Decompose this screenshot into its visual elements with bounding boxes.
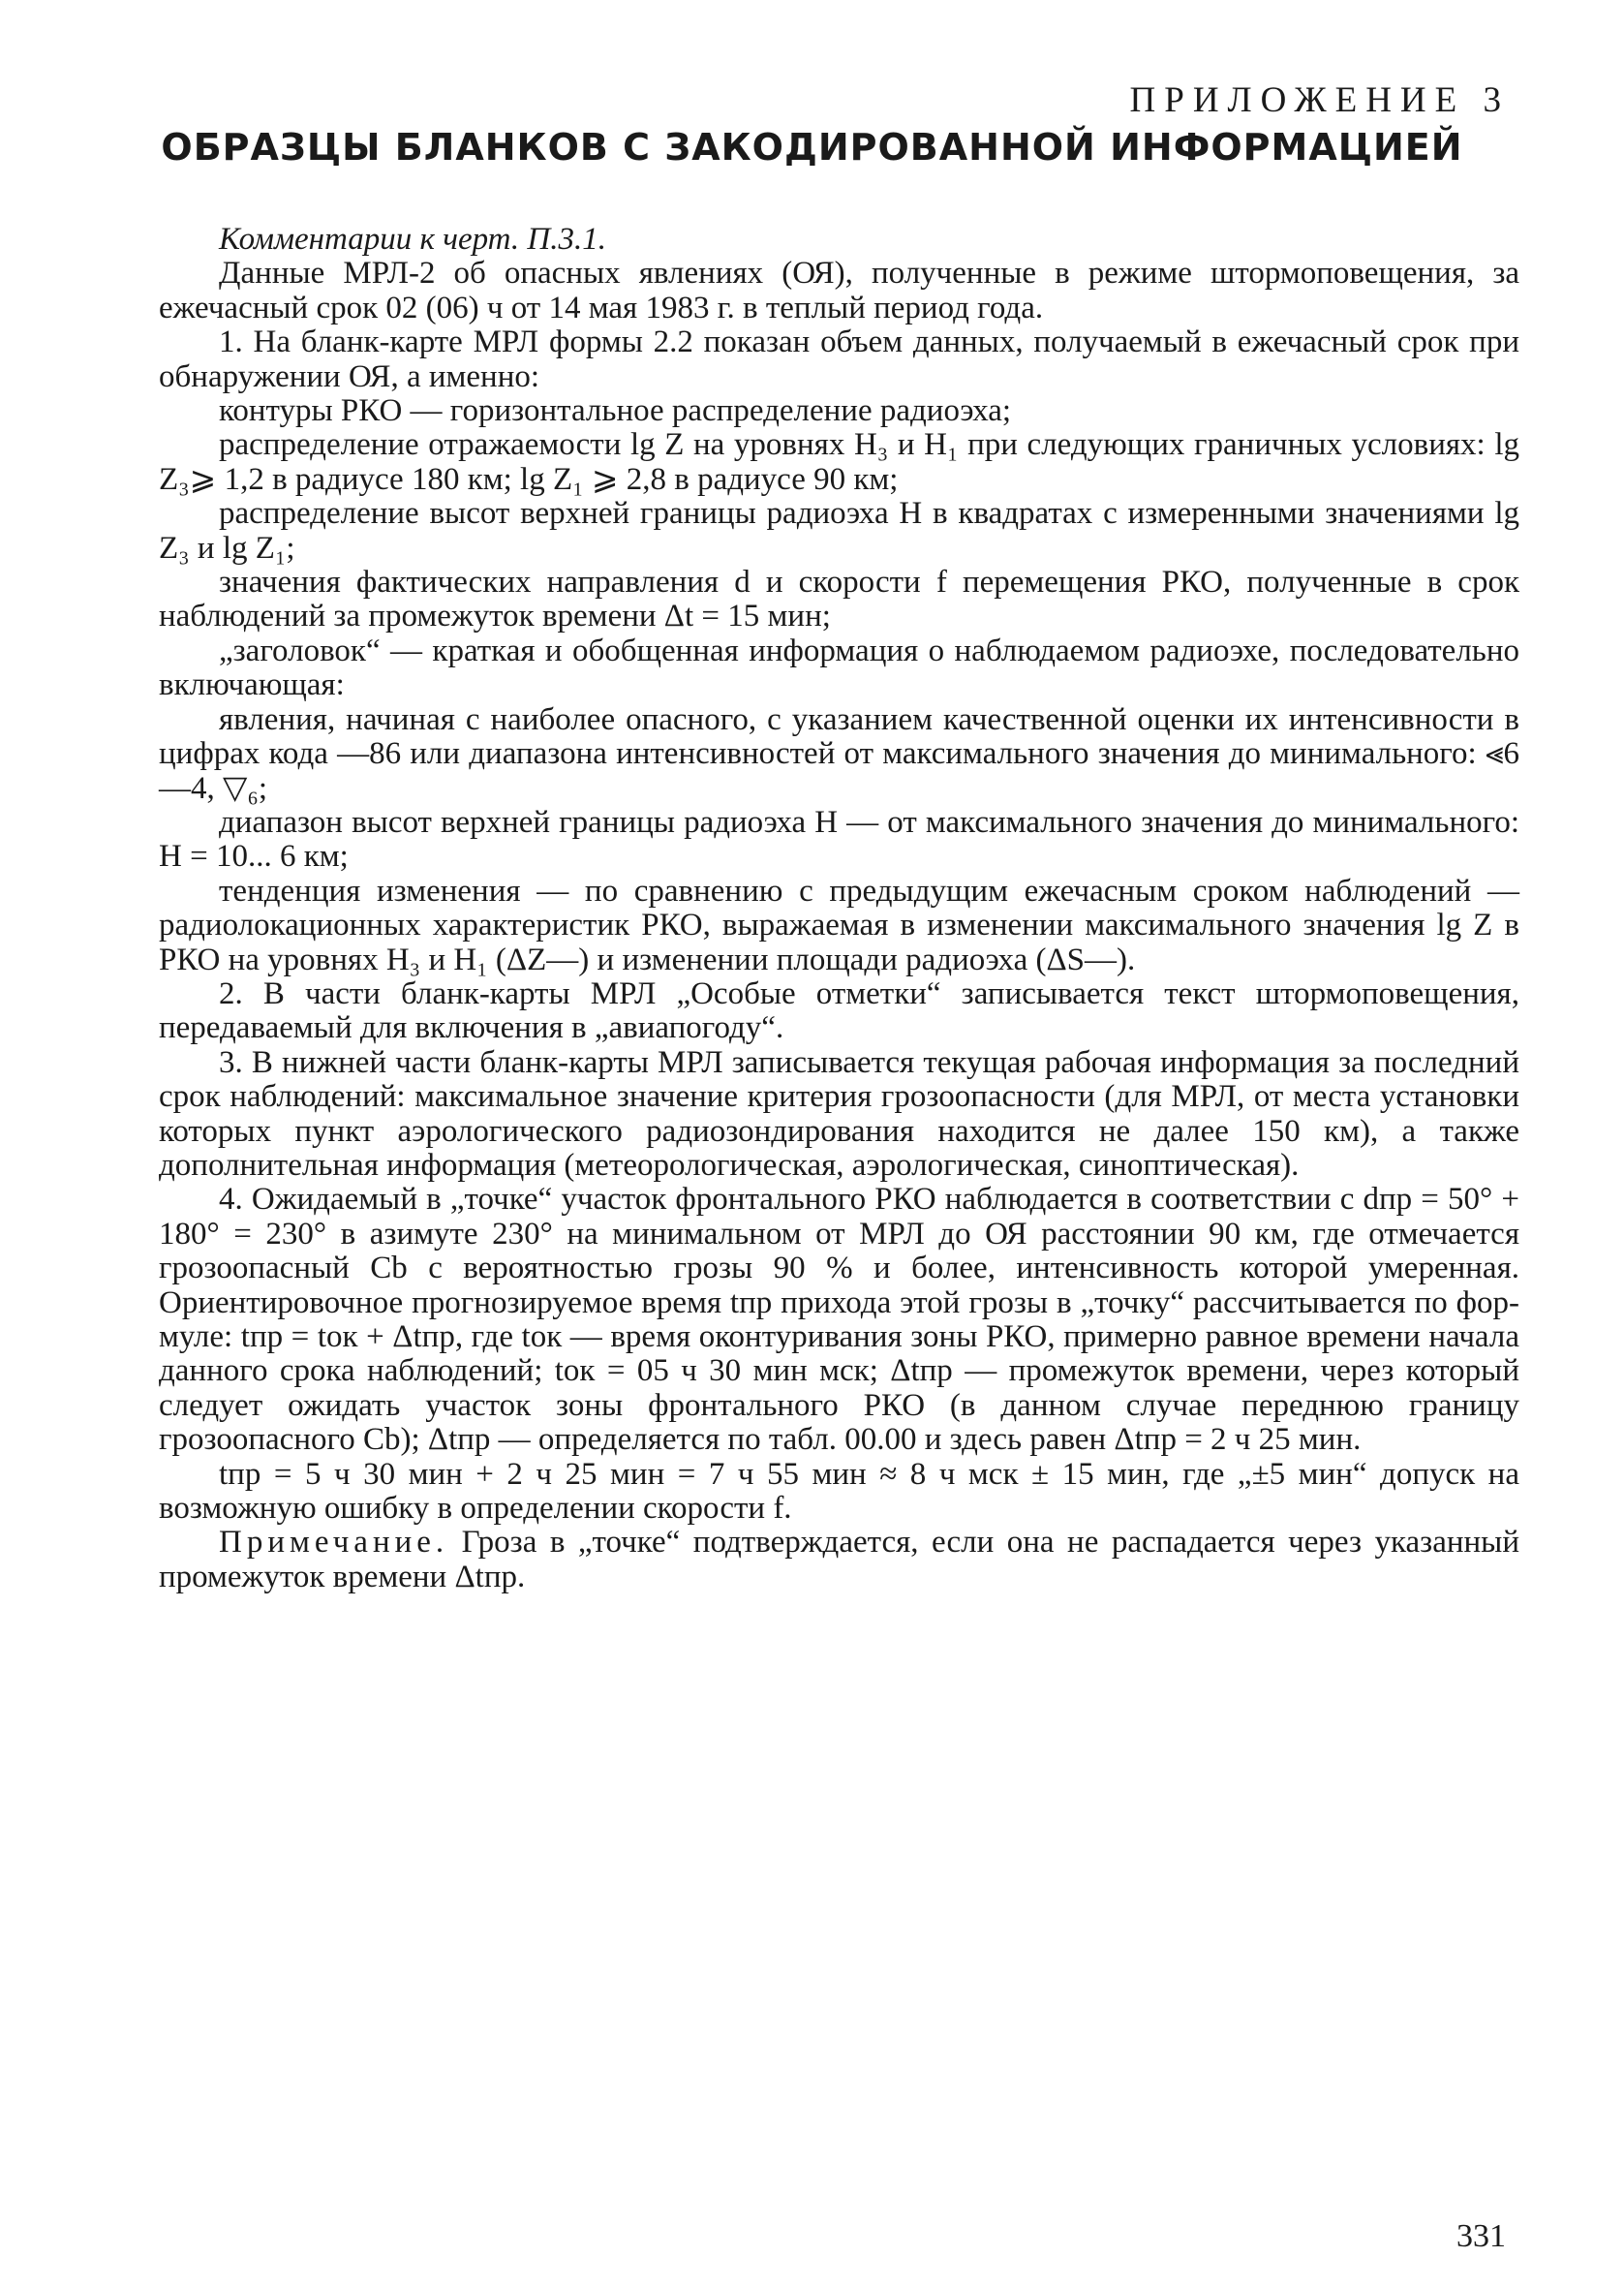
paragraph-tendency: тенденция изменения — по сравнению с предыдущим ежечасным сроком наблюдений — радиолокационных характеристик РКО, выражаемая в изменении максимального значения lg Z в РКО на уровнях H₃ и H₁ (ΔZ—) и изменении площади радиоэха (ΔS—). <box>159 873 1519 977</box>
note-label: Примечание. <box>219 1525 449 1561</box>
page-title: ОБРАЗЦЫ БЛАНКОВ С ЗАКОДИРОВАННОЙ ИНФОРМАЦИЕЙ <box>161 126 1463 169</box>
paragraph-header-info: „заголовок“ — краткая и обобщенная информация о наблюдаемом радиоэхе, последовательно включающая: <box>159 633 1519 703</box>
paragraph-2: 2. В части бланк-карты МРЛ „Особые отметки“ записывается текст штормоповещения, передаваемый для включения в „авиапогоду“. <box>159 975 1519 1046</box>
paragraph-calculation: tпр = 5 ч 30 мин + 2 ч 25 мин = 7 ч 55 мин ≈ 8 ч мск ± 15 мин, где „±5 мин“ допуск на возможную ошибку в определении скорости f. <box>159 1456 1519 1527</box>
body-text <box>159 223 1519 1594</box>
paragraph-3: 3. В нижней части бланк-карты МРЛ записывается текущая рабочая информация за последний срок наблюдений: максимальное значение критерия грозоопасности (для МРЛ, от места установки которых пункт аэрологического радиозондирования находится не далее 150 км), а также дополнительная информация (метеорологическая, аэрологическая, синоптическая). <box>159 1044 1519 1183</box>
paragraph-4: 4. Ожидаемый в „точке“ участок фронтального РКО наблюдается в соответствии с dпр = 50° + 180° = 230° в азимуте 230° на минимальном от МРЛ до ОЯ расстоянии 90 км, где отмечается грозоопасный Cb с вероятностью грозы 90 % и более, интенсивность которой умеренная. Ориентировочное прогнозируемое время tпр прихода этой грозы в „точку“ рассчитывается по формуле: tпр = tок + Δtпр, где tок — время оконтуривания зоны РКО, примерно равное времени начала данного срока наблюдений; tок = 05 ч 30 мин мск; Δtпр — промежуток времени, через который следует ожидать участок зоны фронтального РКО (в данном случае переднюю границу грозоопасного Cb); Δtпр — определяется по табл. 00.00 и здесь равен Δtпр = 2 ч 25 мин. <box>159 1182 1519 1458</box>
paragraph-height-range: диапазон высот верхней границы радиоэха H — от максимального значения до минимального: H = 10... 6 км; <box>159 804 1519 875</box>
note-text: Гроза в „точке“ подтверждается, если она не распадается через указанный промежуток времени Δtпр. <box>159 1525 1519 1594</box>
paragraph-1: 1. На бланк-карте МРЛ формы 2.2 показан объем данных, получаемый в ежечасный срок при обнаружении ОЯ, а именно: <box>159 325 1519 394</box>
paragraph-contours: контуры РКО — горизонтальное распределение радиоэха; <box>219 393 1012 429</box>
paragraph-phenomena: явления, начиная с наиболее опасного, с указанием качественной оценки их интенсивности в цифрах кода —86 или диапазона интенсивностей от максимального значения до минимального: ⪡6—4, ▽₆; <box>159 701 1519 806</box>
paragraph-heights: распределение высот верхней границы радиоэха H в квадратах с измеренными значениями lg Z₃ и lg Z₁; <box>159 496 1519 566</box>
paragraph-direction-speed: значения фактических направления d и скорости f перемещения РКО, полученные в срок наблюдений за промежуток времени Δt = 15 мин; <box>159 565 1519 634</box>
comment-heading: Комментарии к черт. П.3.1. <box>219 222 606 257</box>
paragraph-reflectivity: распределение отражаемости lg Z на уровнях H₃ и H₁ при следующих граничных условиях: lg Z₃⩾ 1,2 в радиусе 180 км; lg Z₁ ⩾ 2,8 в радиусе 90 км; <box>159 427 1519 497</box>
note <box>159 1526 1519 1594</box>
appendix-label: ПРИЛОЖЕНИЕ 3 <box>1129 80 1510 120</box>
page-number: 331 <box>1456 2218 1506 2254</box>
paragraph-intro: Данные МРЛ-2 об опасных явлениях (ОЯ), полученные в режиме штормоповещения, за ежечасный срок 02 (06) ч от 14 мая 1983 г. в теплый период года. <box>159 256 1519 325</box>
